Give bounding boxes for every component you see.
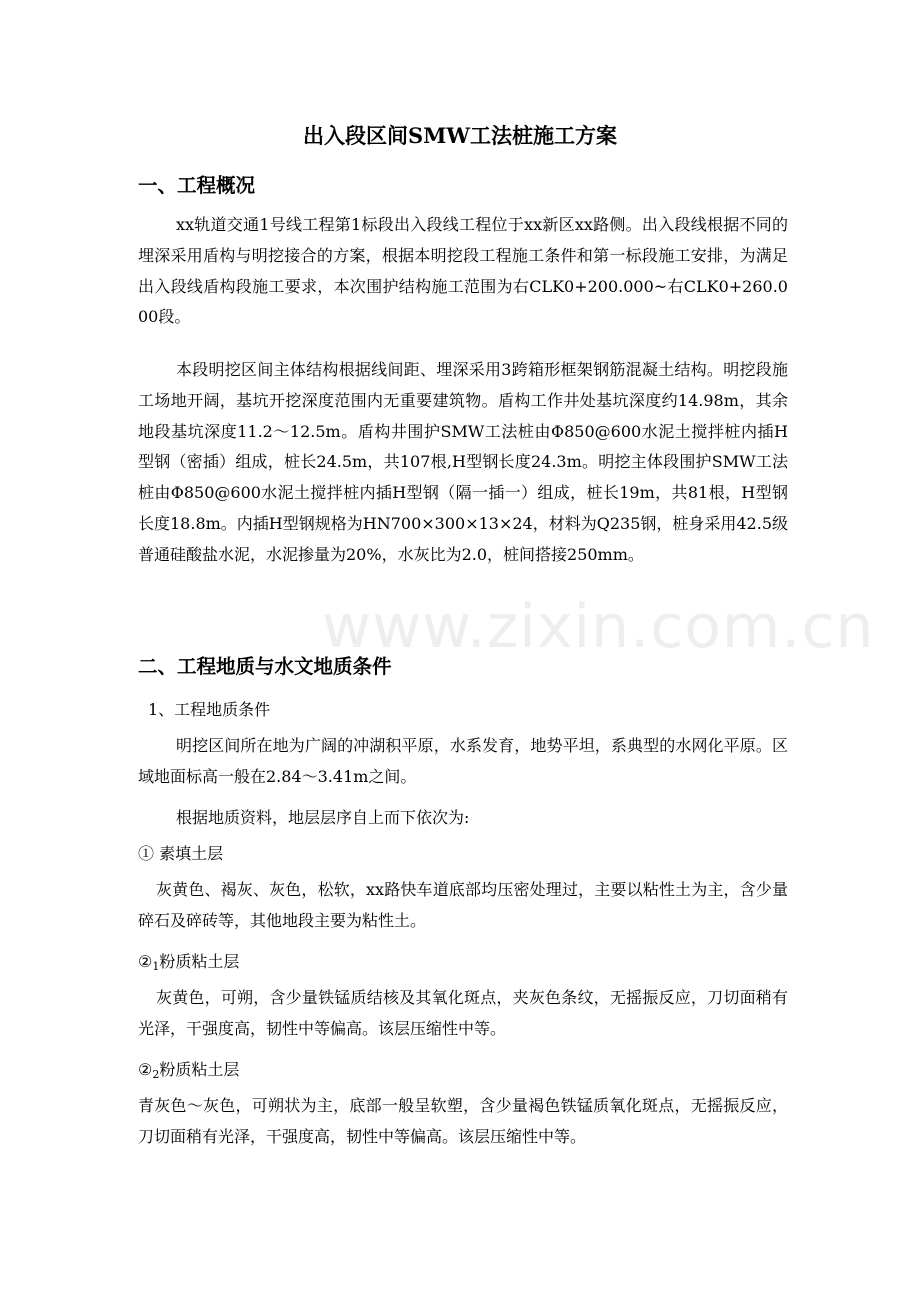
watermark: www.zixin.com.cn <box>322 592 875 662</box>
section-heading-overview: 一、工程概况 <box>138 174 256 197</box>
layer-name: 粉质粘土层 <box>159 952 240 971</box>
layer-label-silty-clay-1 <box>138 947 239 982</box>
document-title: 出入段区间SMW工法桩施工方案 <box>303 123 617 148</box>
paragraph-geology-terrain: 明挖区间所在地为广阔的冲湖积平原，水系发育，地势平坦，系典型的水网化平原。区域地面标高一般在2.84～3.41m之间。 <box>138 736 788 786</box>
layer-subscript: 2 <box>152 1068 160 1081</box>
layer-desc-silty-clay-1: 灰黄色，可朔，含少量铁锰质结核及其氧化斑点，夹灰色条纹，无摇振反应，刀切面稍有光泽，干强度高，韧性中等偏高。该层压缩性中等。 <box>138 988 788 1038</box>
layer-desc-fill-soil: 灰黄色、褐灰、灰色，松软，xx路快车道底部均压密处理过，主要以粘性土为主，含少量碎石及碎砖等，其他地段主要为粘性土。 <box>138 880 788 930</box>
subheading-geology-conditions: 1、工程地质条件 <box>148 700 271 719</box>
layer-label-fill-soil: ① 素填土层 <box>138 844 224 863</box>
paragraph-overview-structure: 本段明挖区间主体结构根据线间距、埋深采用3跨箱形框架钢筋混凝土结构。明挖段施工场地开阔，基坑开挖深度范围内无重要建筑物。盾构工作井处基坑深度约14.98m，其余地段基坑深度11.2～12.5m。盾构井围护SMW工法桩由Φ850@600水泥土搅拌桩内插H型钢（密插）组成，桩长24.5m，共107根,H型钢长度24.3m。明挖主体段围护SMW工法桩由Φ850@600水泥土搅拌桩内插H型钢（隔一插一）组成，桩长19m，共81根，H型钢长度18.8m。内插H型钢规格为HN700×300×13×24，材料为Q235钢，桩身采用42.5级普通硅酸盐水泥，水泥掺量为20%，水灰比为2.0，桩间搭接250mm。 <box>138 360 789 564</box>
layer-name: 粉质粘土层 <box>159 1060 240 1079</box>
section-heading-geology: 二、工程地质与水文地质条件 <box>138 655 392 678</box>
layer-desc-silty-clay-2: 青灰色～灰色，可朔状为主，底部一般呈软塑，含少量褐色铁锰质氧化斑点，无摇振反应，刀切面稍有光泽，干强度高，韧性中等偏高。该层压缩性中等。 <box>138 1096 788 1146</box>
paragraph-geology-strata-intro: 根据地质资料，地层层序自上而下依次为: <box>176 808 470 827</box>
layer-label-silty-clay-2 <box>138 1055 239 1090</box>
paragraph-overview-scope: xx轨道交通1号线工程第1标段出入段线工程位于xx新区xx路侧。出入段线根据不同的埋深采用盾构与明挖接合的方案，根据本明挖段工程施工条件和第一标段施工安排，为满足出入段线盾构段施工要求，本次围护结构施工范围为右CLK0+200.000~右CLK0+260.000段。 <box>138 215 788 327</box>
layer-mark: ② <box>138 952 153 971</box>
layer-mark: ② <box>138 1060 153 1079</box>
layer-subscript: 1 <box>152 960 160 973</box>
